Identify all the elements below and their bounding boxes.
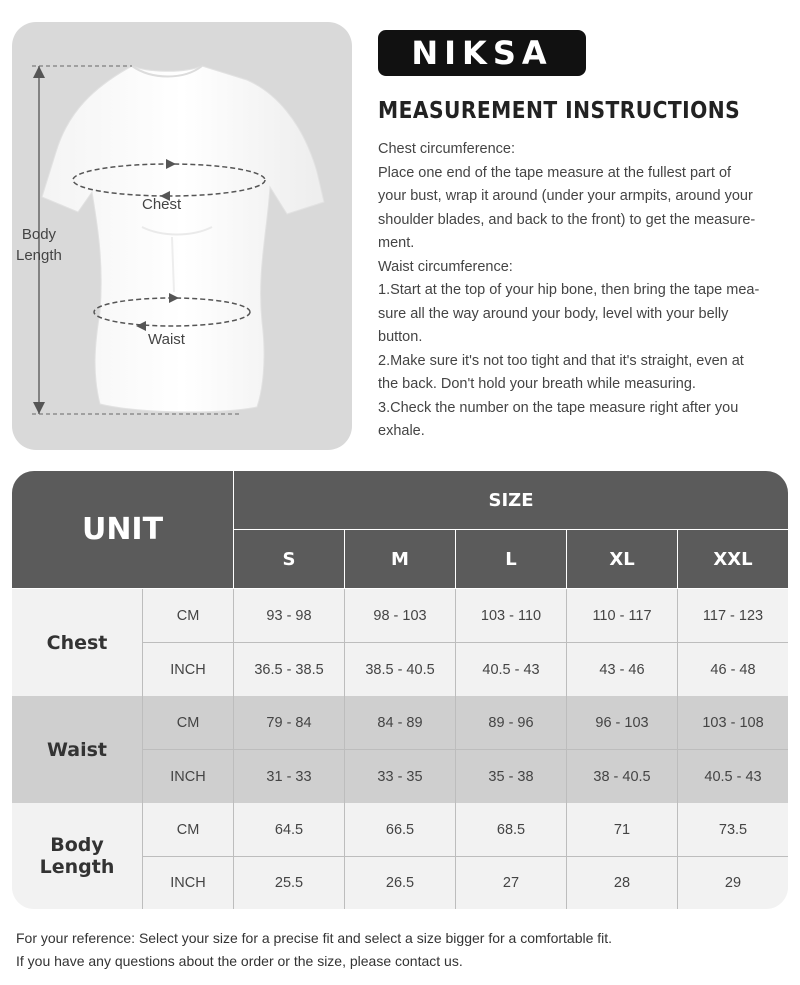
- instruction-line: 1.Start at the top of your hip bone, then bring the tape mea-: [378, 282, 760, 298]
- instruction-line: sure all the way around your body, level with your belly: [378, 305, 729, 322]
- table-cell: 35 - 38: [488, 768, 534, 785]
- table-cell: 43 - 46: [599, 661, 645, 678]
- chest-label: Chest: [142, 196, 182, 213]
- table-cell: 27: [502, 875, 520, 891]
- table-cell: 38 - 40.5: [593, 768, 651, 785]
- table-cell: 29: [724, 875, 742, 891]
- table-cell: 117 - 123: [702, 607, 764, 624]
- body-length-label-line2: Length: [16, 247, 62, 264]
- table-cell: 36.5 - 38.5: [254, 661, 324, 678]
- table-cell: 110 - 117: [592, 607, 652, 624]
- table-cell: 33 - 35: [377, 768, 423, 785]
- size-header: SIZE: [234, 471, 788, 529]
- instructions-section: [0, 0, 800, 470]
- grid-line: [143, 642, 788, 643]
- body-length-inch-unit: INCH: [170, 875, 206, 891]
- body-length-category: [12, 803, 142, 909]
- header-divider: [455, 530, 456, 588]
- table-cell: 40.5 - 43: [482, 661, 540, 678]
- instruction-line: Waist circumference:: [378, 258, 513, 275]
- table-cell: 68.5: [496, 821, 526, 838]
- size-chart-table: [12, 471, 788, 909]
- chest-cm-unit: CM: [176, 607, 200, 624]
- size-xxl-header: XXL: [678, 530, 788, 588]
- chest-category: Chest: [46, 631, 108, 654]
- table-cell: 71: [613, 821, 631, 838]
- instruction-line: 3.Check the number on the tape measure right after you: [378, 399, 739, 416]
- instruction-line: 2.Make sure it's not too tight and that it's straight, even at: [378, 352, 744, 369]
- grid-line: [143, 856, 788, 857]
- table-cell: 26.5: [385, 875, 415, 891]
- table-cell: 96 - 103: [595, 714, 649, 731]
- table-cell: 98 - 103: [373, 607, 427, 624]
- instruction-line: Place one end of the tape measure at the fullest part of: [378, 164, 732, 181]
- size-xl-header: XL: [567, 530, 677, 588]
- table-cell: 64.5: [274, 821, 304, 838]
- table-cell: 66.5: [385, 821, 415, 838]
- waist-inch-unit: INCH: [170, 768, 206, 785]
- chest-inch-unit: INCH: [170, 661, 206, 678]
- waist-category: Waist: [46, 738, 107, 761]
- shirt-illustration: [12, 22, 352, 450]
- instruction-line: ment.: [378, 235, 415, 251]
- table-cell: 25.5: [274, 875, 304, 891]
- table-cell: 103 - 110: [480, 607, 542, 624]
- table-cell: 79 - 84: [266, 714, 312, 731]
- body-length-label-line1: Body: [21, 226, 57, 243]
- brand-logo: NIKSA: [378, 30, 586, 76]
- header-divider: [344, 530, 345, 588]
- shirt-diagram-panel: [12, 22, 352, 450]
- size-l-header: L: [456, 530, 566, 588]
- instruction-line: the back. Don't hold your breath while measuring.: [378, 376, 696, 392]
- header-divider: [12, 588, 788, 589]
- instruction-line: Chest circumference:: [378, 141, 515, 157]
- body-length-cm-unit: CM: [176, 821, 200, 838]
- table-cell: 93 - 98: [266, 607, 312, 624]
- body-length-label: [16, 224, 62, 266]
- table-cell: 73.5: [718, 821, 748, 838]
- table-cell: 103 - 108: [702, 714, 764, 731]
- table-cell: 46 - 48: [710, 661, 756, 678]
- table-cell: 40.5 - 43: [704, 768, 762, 785]
- header-divider: [566, 530, 567, 588]
- footer-line-1: For your reference: Select your size for a precise fit and select a size bigger for a comfortable fit.: [16, 930, 613, 946]
- header-divider: [233, 471, 234, 588]
- table-cell: 28: [613, 875, 631, 891]
- body-length-category-line2: Length: [39, 856, 115, 878]
- size-m-header: M: [345, 530, 455, 588]
- table-cell: 84 - 89: [377, 714, 423, 731]
- instruction-line: exhale.: [378, 423, 425, 439]
- waist-label: Waist: [148, 331, 185, 348]
- instruction-line: shoulder blades, and back to the front) to get the measure-: [378, 211, 756, 228]
- footer-line-2: If you have any questions about the order or the size, please contact us.: [16, 953, 463, 969]
- header-divider: [234, 529, 788, 530]
- table-cell: 31 - 33: [266, 768, 312, 785]
- instruction-line: button.: [378, 329, 423, 345]
- table-cell: 89 - 96: [488, 714, 534, 731]
- waist-cm-unit: CM: [176, 714, 200, 731]
- table-cell: 38.5 - 40.5: [365, 661, 435, 678]
- header-divider: [677, 530, 678, 588]
- instruction-line: your bust, wrap it around (under your armpits, around your: [378, 188, 753, 204]
- unit-header: UNIT: [12, 471, 233, 588]
- instructions-text: [378, 138, 773, 444]
- size-s-header: S: [234, 530, 344, 588]
- grid-line: [143, 749, 788, 750]
- footer-note: [16, 927, 612, 973]
- body-length-category-line1: Body: [50, 834, 104, 856]
- instructions-title: MEASUREMENT INSTRUCTIONS: [378, 98, 741, 124]
